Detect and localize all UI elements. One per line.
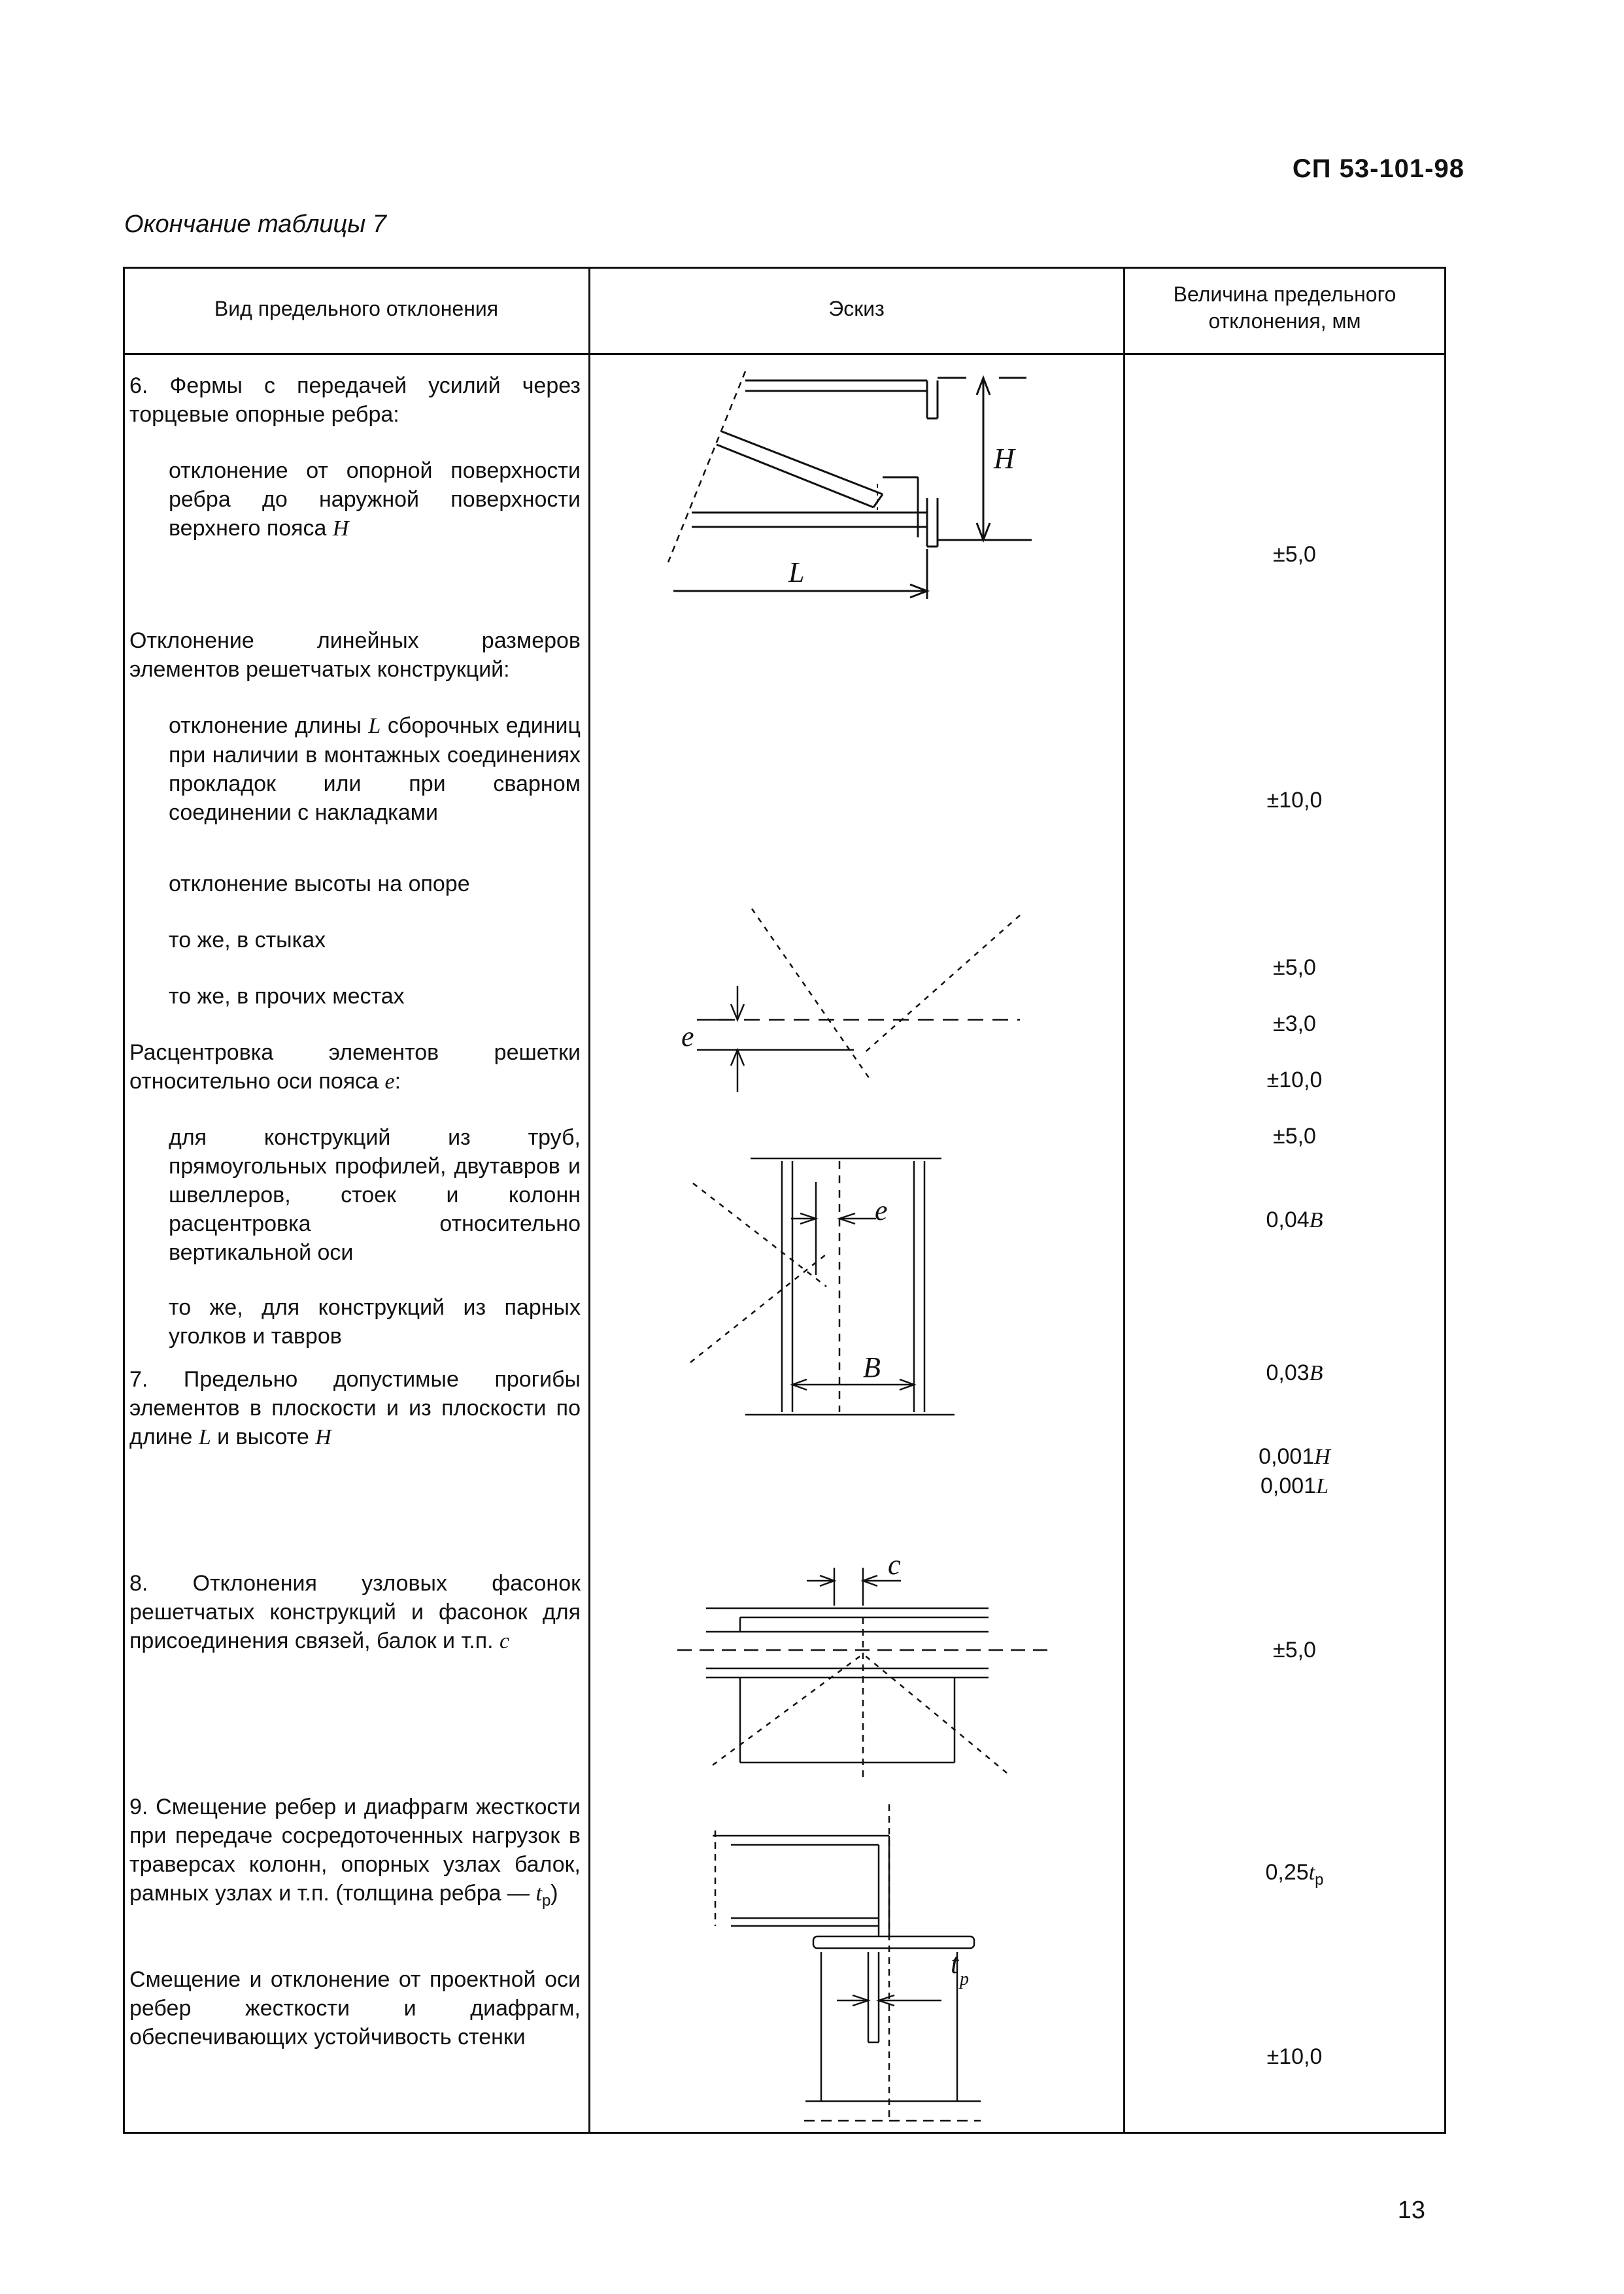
value-row7-b-num: 0,001 bbox=[1260, 1474, 1317, 1498]
sketch-label-B: B bbox=[863, 1351, 881, 1383]
value-angles-num: 0,03 bbox=[1266, 1360, 1310, 1385]
sketch-label-t: t bbox=[951, 1948, 959, 1980]
value-linear-length: ±10,0 bbox=[1266, 788, 1323, 813]
linear-length-symbol: L bbox=[368, 714, 381, 738]
row9-suffix: ) bbox=[550, 1881, 558, 1906]
row9-text-pre: 9. Смещение ребер и диафрагм жесткости при передаче сосредоточенных нагрузок в траверсах колонн, опорных узлах балок, рамных узлах и т.п. (толщина ребра — bbox=[129, 1795, 581, 1906]
sketch-rib-offset bbox=[713, 1804, 981, 2122]
value-row6: ±5,0 bbox=[1273, 542, 1316, 567]
linear-support-item: отклонение высоты на опоре bbox=[169, 871, 470, 896]
page-number: 13 bbox=[1397, 2197, 1425, 2224]
linear-other-item: то же, в прочих местах bbox=[169, 984, 405, 1009]
row7-text-mid: и высоте bbox=[211, 1425, 316, 1449]
column-header-value-line1: Величина предельного bbox=[1173, 282, 1396, 306]
eccentricity-pipes-item: для конструкций из труб, прямоугольных профилей, двутавров и швеллеров, стоек и колонн расцентровка относительно вертикальной оси bbox=[169, 1125, 581, 1265]
value-angles-sym: B bbox=[1309, 1361, 1323, 1385]
value-joints: ±3,0 bbox=[1273, 1011, 1316, 1036]
value-row7-b-sym: L bbox=[1316, 1474, 1328, 1498]
value-support: ±5,0 bbox=[1273, 955, 1316, 980]
sketch-label-H: H bbox=[994, 443, 1015, 475]
eccentricity-text: Расцентровка элементов решетки относительно оси пояса bbox=[129, 1040, 581, 1094]
value-pipes-num: 0,04 bbox=[1266, 1207, 1310, 1232]
sketch-label-L: L bbox=[788, 556, 805, 588]
row7-symbol-L: L bbox=[198, 1425, 211, 1449]
document-code: СП 53-101-98 bbox=[1292, 154, 1464, 183]
sketch-label-c: c bbox=[888, 1549, 901, 1581]
row9b-text: Смещение и отклонение от проектной оси ребер жесткости и диафрагм, обеспечивающих устойчивость стенки bbox=[129, 1967, 581, 2049]
value-row9-num: 0,25 bbox=[1265, 1860, 1309, 1885]
eccentricity-symbol: e bbox=[384, 1070, 395, 1094]
sketch-truss-end-rib bbox=[668, 371, 1032, 599]
table-caption: Окончание таблицы 7 bbox=[124, 211, 386, 238]
row8-symbol: c bbox=[499, 1629, 510, 1653]
linear-title: Отклонение линейных размеров элементов решетчатых конструкций: bbox=[129, 628, 581, 682]
row9-subscript: р bbox=[541, 1891, 551, 1910]
value-other: ±10,0 bbox=[1266, 1068, 1323, 1092]
row6-item-text: отклонение от опорной поверхности ребра до наружной поверхности верхнего пояса bbox=[169, 458, 581, 541]
value-row9-sym: t bbox=[1308, 1861, 1315, 1885]
linear-length-post: сборочных единиц при наличии в монтажных соединениях прокладок или при сварном соединении с накладками bbox=[169, 713, 581, 825]
linear-length-pre: отклонение длины bbox=[169, 713, 369, 738]
value-row9b: ±10,0 bbox=[1266, 2044, 1323, 2069]
row6-title: 6. Фермы с передачей усилий через торцевые опорные ребра: bbox=[129, 373, 581, 427]
value-row9-sub: р bbox=[1315, 1870, 1324, 1889]
row6-item-symbol: H bbox=[332, 516, 349, 541]
eccentricity-angles-item: то же, для конструкций из парных уголков и тавров bbox=[169, 1295, 581, 1349]
linear-joints-item: то же, в стыках bbox=[169, 928, 326, 953]
row8-text-pre: 8. Отклонения узловых фасонок решетчатых конструкций и фасонок для присоединения связей, балок и т.п. bbox=[129, 1571, 581, 1653]
value-eccentricity: ±5,0 bbox=[1273, 1124, 1316, 1149]
column-header-value-line2: отклонения, мм bbox=[1208, 309, 1361, 333]
value-row8: ±5,0 bbox=[1273, 1638, 1316, 1662]
eccentricity-suffix: : bbox=[394, 1069, 401, 1094]
sketch-label-t-sub: р bbox=[960, 1969, 969, 1989]
row7-symbol-H: H bbox=[315, 1425, 331, 1449]
sketch-label-e2: e bbox=[875, 1194, 888, 1226]
sketch-column-offset bbox=[690, 1158, 955, 1415]
row9-symbol: t bbox=[535, 1881, 542, 1906]
column-header-sketch: Эскиз bbox=[828, 297, 885, 320]
sketch-label-e: e bbox=[681, 1020, 694, 1053]
sketch-gusset-plate bbox=[677, 1568, 1049, 1778]
value-pipes-sym: B bbox=[1309, 1208, 1323, 1232]
value-row7-a-sym: H bbox=[1314, 1445, 1330, 1469]
row7-text-pre: 7. Предельно допустимые прогибы элементов в плоскости и из плоскости по длине bbox=[129, 1367, 581, 1449]
column-header-kind: Вид предельного отклонения bbox=[214, 297, 499, 320]
value-row7-a-num: 0,001 bbox=[1259, 1444, 1315, 1469]
sketch-eccentricity bbox=[697, 909, 1020, 1092]
